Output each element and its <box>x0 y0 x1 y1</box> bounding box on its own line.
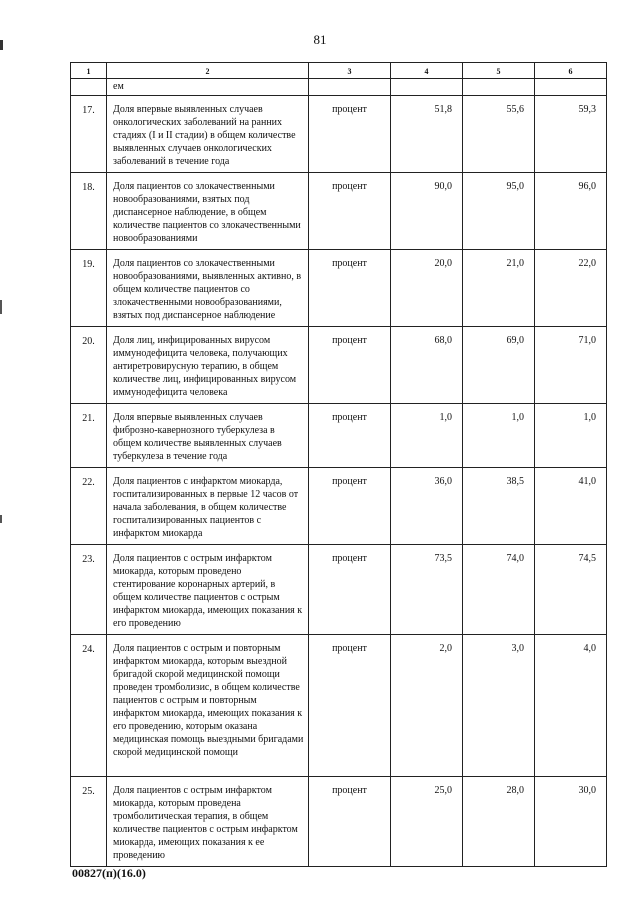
row-value-col5: 1,0 <box>463 404 535 468</box>
row-value-col5: 3,0 <box>463 635 535 777</box>
column-header: 4 <box>391 63 463 79</box>
row-name: Доля впервые выявленных случаев онкологических заболеваний на ранних стадиях (I и II стадии) в общем количестве выявленных случаев онкологических заболеваний в течение года <box>107 96 309 173</box>
row-value-col4: 25,0 <box>391 777 463 867</box>
row-cell <box>309 79 391 96</box>
indicators-table <box>70 62 607 867</box>
row-number: 18. <box>71 173 107 250</box>
row-value-col6: 22,0 <box>535 250 607 327</box>
row-value-col6: 71,0 <box>535 327 607 404</box>
row-name: Доля впервые выявленных случаев фиброзно-кавернозного туберкулеза в общем количестве выявленных случаев туберкулеза в течение года <box>107 404 309 468</box>
column-header: 1 <box>71 63 107 79</box>
row-value-col4: 2,0 <box>391 635 463 777</box>
table-row-continuation <box>71 79 607 96</box>
document-footer-code: 00827(п)(16.0) <box>72 866 146 880</box>
row-value-col6: 30,0 <box>535 777 607 867</box>
row-value-col5: 28,0 <box>463 777 535 867</box>
row-number: 21. <box>71 404 107 468</box>
row-value-col4: 90,0 <box>391 173 463 250</box>
row-unit: процент <box>309 635 391 777</box>
row-value-col4: 51,8 <box>391 96 463 173</box>
row-value-col4: 1,0 <box>391 404 463 468</box>
table-row <box>71 173 607 250</box>
row-number: 19. <box>71 250 107 327</box>
row-cell <box>463 79 535 96</box>
row-value-col4: 68,0 <box>391 327 463 404</box>
row-value-col6: 41,0 <box>535 468 607 545</box>
row-value-col6: 1,0 <box>535 404 607 468</box>
row-number: 20. <box>71 327 107 404</box>
row-value-col5: 38,5 <box>463 468 535 545</box>
row-unit: процент <box>309 545 391 635</box>
row-name: Доля пациентов со злокачественными новообразованиями, взятых под диспансерное наблюдение, в общем количестве пациентов со злокачественными новообразованиями <box>107 173 309 250</box>
row-number: 22. <box>71 468 107 545</box>
row-name: ем <box>107 79 309 96</box>
row-number: 25. <box>71 777 107 867</box>
row-value-col5: 21,0 <box>463 250 535 327</box>
row-value-col5: 69,0 <box>463 327 535 404</box>
row-value-col4: 36,0 <box>391 468 463 545</box>
table-row <box>71 404 607 468</box>
row-name: Доля пациентов с острым и повторным инфарктом миокарда, которым выездной бригадой скорой медицинской помощи проведен тромболизис, в общем количестве пациентов с острым и повторным инфарктом миокарда, имеющих показания к его проведению, которым оказана медицинская помощь выездными бригадами скорой медицинской помощи <box>107 635 309 777</box>
row-name: Доля пациентов с инфарктом миокарда, госпитализированных в первые 12 часов от начала заболевания, в общем количестве госпитализированных пациентов с инфарктом миокарда <box>107 468 309 545</box>
table-row <box>71 777 607 867</box>
row-value-col6: 4,0 <box>535 635 607 777</box>
row-value-col5: 55,6 <box>463 96 535 173</box>
row-unit: процент <box>309 327 391 404</box>
row-name: Доля лиц, инфицированных вирусом иммунодефицита человека, получающих антиретровирусную терапию, в общем количестве лиц, инфицированных вирусом иммунодефицита человека <box>107 327 309 404</box>
row-value-col6: 74,5 <box>535 545 607 635</box>
row-number: 24. <box>71 635 107 777</box>
row-unit: процент <box>309 96 391 173</box>
row-unit: процент <box>309 173 391 250</box>
scan-margin-mark <box>0 515 2 523</box>
row-value-col4: 73,5 <box>391 545 463 635</box>
table-row <box>71 635 607 777</box>
column-header: 6 <box>535 63 607 79</box>
row-number <box>71 79 107 96</box>
row-number: 23. <box>71 545 107 635</box>
row-value-col5: 74,0 <box>463 545 535 635</box>
scan-margin-mark <box>0 300 2 314</box>
column-header: 5 <box>463 63 535 79</box>
table-header-row <box>71 63 607 79</box>
row-cell <box>535 79 607 96</box>
page-number: 81 <box>313 32 327 47</box>
row-value-col4: 20,0 <box>391 250 463 327</box>
row-number: 17. <box>71 96 107 173</box>
table-row <box>71 96 607 173</box>
row-cell <box>391 79 463 96</box>
table-row <box>71 468 607 545</box>
row-name: Доля пациентов с острым инфарктом миокарда, которым проведено стентирование коронарных артерий, в общем количестве пациентов с острым инфарктом миокарда, имеющих показания к его проведению <box>107 545 309 635</box>
row-unit: процент <box>309 404 391 468</box>
column-header: 2 <box>107 63 309 79</box>
row-value-col6: 59,3 <box>535 96 607 173</box>
row-unit: процент <box>309 250 391 327</box>
row-name: Доля пациентов со злокачественными новообразованиями, выявленных активно, в общем количестве пациентов со злокачественными новообразованиями, взятых под диспансерное наблюдение <box>107 250 309 327</box>
row-value-col5: 95,0 <box>463 173 535 250</box>
row-unit: процент <box>309 468 391 545</box>
table-row <box>71 250 607 327</box>
row-value-col6: 96,0 <box>535 173 607 250</box>
row-name: Доля пациентов с острым инфарктом миокарда, которым проведена тромболитическая терапия, в общем количестве пациентов с острым инфарктом миокарда, имеющих показания к ее проведению <box>107 777 309 867</box>
table-row <box>71 545 607 635</box>
table-row <box>71 327 607 404</box>
row-unit: процент <box>309 777 391 867</box>
column-header: 3 <box>309 63 391 79</box>
